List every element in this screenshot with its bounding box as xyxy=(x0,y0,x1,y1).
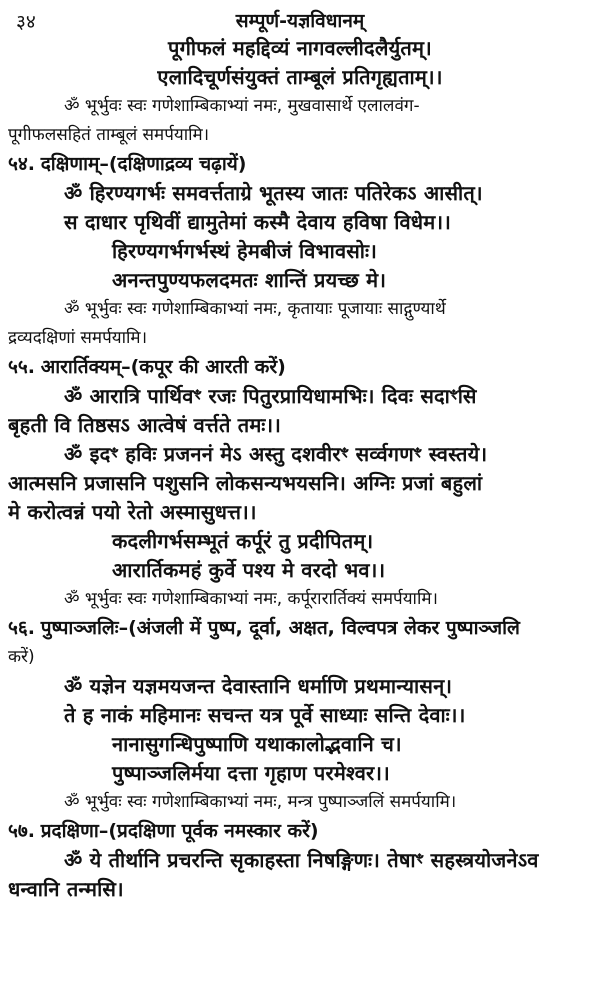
section-heading xyxy=(8,353,592,382)
verse-line: अनन्तपुण्यफलदमतः शान्तिं प्रयच्छ मे। xyxy=(112,268,387,292)
section-heading xyxy=(8,817,592,846)
section-title: पुष्पाञ्जलिः–(अंजली में पुष्प, दूर्वा, अक्षत, विल्वपत्र लेकर पुष्पाञ्जलि xyxy=(40,617,520,639)
verse-line: आत्मसनि प्रजासनि पशुसनि लोकसन्यभयसनि। अग्निः प्रजां बहुलां xyxy=(8,471,483,495)
prose-line: द्रव्यदक्षिणां समर्पयामि। xyxy=(8,328,148,348)
verse-line: एलादिचूर्णसंयुक्तं ताम्बूलं प्रतिगृह्यताम्।। xyxy=(157,65,443,89)
page-number: ३४ xyxy=(16,11,36,33)
verse-line: पूगीफलं महद्दिव्यं नागवल्लीदलैर्युतम्। xyxy=(168,36,432,60)
section-heading xyxy=(8,614,592,643)
verse-line: स दाधार पृथिवीं द्यामुतेमां कस्मै देवाय हविषा विधेम।। xyxy=(64,210,452,234)
verse-line: ॐ ये तीर्थानि प्रचरन्ति सृकाहस्ता निषङ्गिणः। तेषाꣳ सहस्त्रयोजनेऽव xyxy=(64,848,539,872)
page-header xyxy=(8,0,592,34)
section-title: दक्षिणाम्–(दक्षिणाद्रव्य चढ़ायें) xyxy=(40,153,247,175)
verse-line: मे करोत्वन्नं पयो रेतो अस्मासुधत्त।। xyxy=(8,500,257,524)
running-title: सम्पूर्ण-यज्ञविधानम् xyxy=(235,10,365,32)
verse-line: हिरण्यगर्भगर्भस्थं हेमबीजं विभावसोः। xyxy=(112,239,378,263)
verse-line: ॐ इदꣳ हविः प्रजननं मेऽ अस्तु दशवीरꣳ सर्व्वगणꣳ स्वस्तये। xyxy=(64,442,488,466)
verse-line: ॐ यज्ञेन यज्ञमयजन्त देवास्तानि धर्माणि प्रथमान्यासन्। xyxy=(64,674,453,698)
verse-line: धन्वानि तन्मसि। xyxy=(8,877,124,901)
verse-line: बृहती वि तिष्ठसऽ आत्वेषं वर्त्तते तमः।। xyxy=(8,413,282,437)
section-title: आरार्तिक्यम्–(कपूर की आरती करें) xyxy=(40,356,286,378)
prose-line: ॐ भूर्भुवः स्वः गणेशाम्बिकाभ्यां नमः, कर्पूरारार्तिक्यं समर्पयामि। xyxy=(64,589,438,609)
verse-line: ॐ आरात्रि पार्थिवꣳ रजः पितुरप्रायिधामभिः। दिवः सदाꣳसि xyxy=(64,384,477,408)
prose-line: ॐ भूर्भुवः स्वः गणेशाम्बिकाभ्यां नमः, मन्त्र पुष्पाञ्जलिं समर्पयामि। xyxy=(64,792,457,812)
section-number: ५७. xyxy=(8,820,35,842)
verse-line: आरार्तिकमहं कुर्वे पश्य मे वरदो भव।। xyxy=(112,558,386,582)
prose-line: ॐ भूर्भुवः स्वः गणेशाम्बिकाभ्यां नमः, मुखवासार्थे एलालवंग- xyxy=(64,96,420,116)
verse-line: नानासुगन्धिपुष्पाणि यथाकालोद्भवानि च। xyxy=(112,732,402,756)
prose-line: करें) xyxy=(8,647,35,667)
verse-line: पुष्पाञ्जलिर्मया दत्ता गृहाण परमेश्वर।। xyxy=(112,761,390,785)
verse-line: ते ह नाकं महिमानः सचन्त यत्र पूर्वे साध्याः सन्ति देवाः।। xyxy=(64,703,466,727)
section-number: ५५. xyxy=(8,356,35,378)
section-number: ५६. xyxy=(8,617,35,639)
verse-line: कदलीगर्भसम्भूतं कर्पूरं तु प्रदीपितम्। xyxy=(112,529,374,553)
verse-line: ॐ हिरण्यगर्भः समवर्त्तताग्रे भूतस्य जातः पतिरेकऽ आसीत्। xyxy=(64,181,483,205)
prose-line: ॐ भूर्भुवः स्वः गणेशाम्बिकाभ्यां नमः, कृतायाः पूजायाः साद्गुण्यार्थे xyxy=(64,299,446,319)
section-number: ५४. xyxy=(8,153,35,175)
section-heading xyxy=(8,150,592,179)
section-title: प्रदक्षिणा–(प्रदक्षिणा पूर्वक नमस्कार करें) xyxy=(40,820,319,842)
prose-line: पूगीफलसहितं ताम्बूलं समर्पयामि। xyxy=(8,125,210,145)
